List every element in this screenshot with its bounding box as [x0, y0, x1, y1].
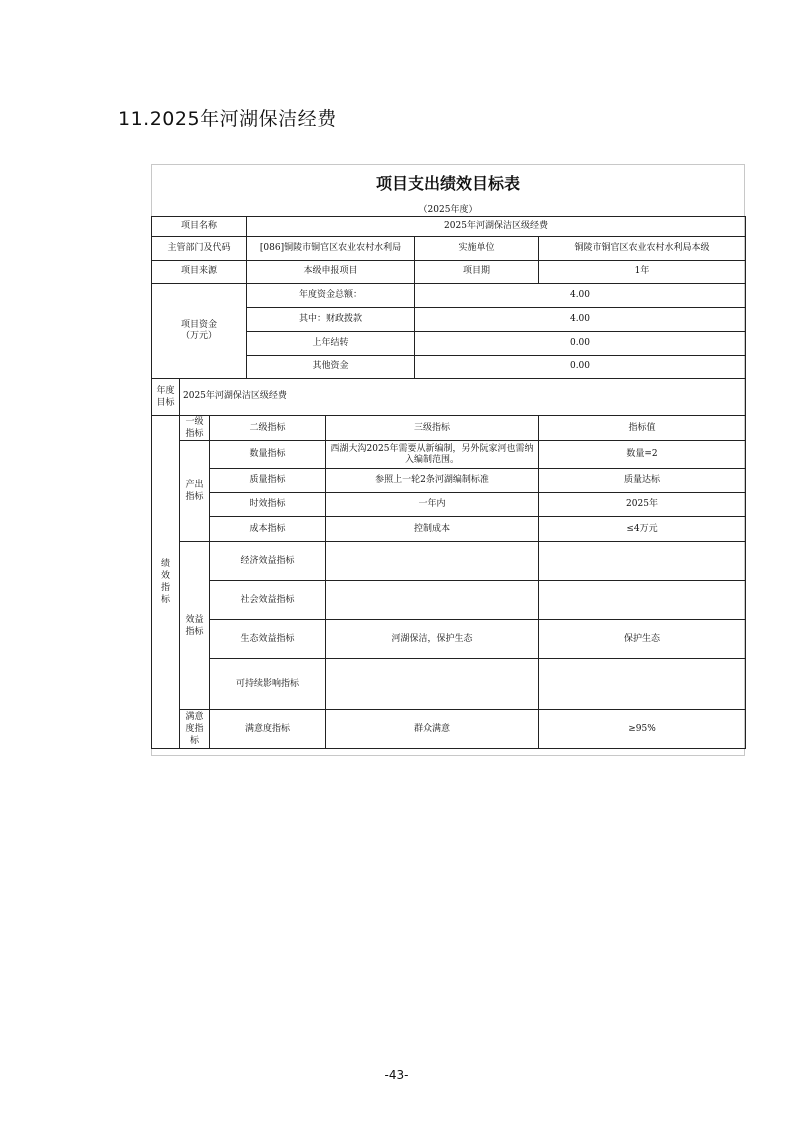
satisfaction-label: 满意度指标 [180, 710, 210, 749]
table-row [152, 416, 746, 441]
indicator-value: ≥95% [539, 710, 746, 749]
table-row [152, 217, 746, 237]
source-label: 项目来源 [152, 261, 247, 284]
funds-row-value: 4.00 [415, 284, 746, 308]
funds-row-label: 其他资金 [247, 356, 415, 379]
indicator-l3: 参照上一轮2条河湖编制标准 [326, 469, 539, 493]
table-row [152, 493, 746, 517]
benefit-label: 效益指标 [180, 542, 210, 710]
header-l2: 二级指标 [210, 416, 326, 441]
header-l3: 三级指标 [326, 416, 539, 441]
indicator-l2: 数量指标 [210, 441, 326, 469]
indicator-l3: 西湖大沟2025年需要从新编制，另外阮家河也需纳入编制范围。 [326, 441, 539, 469]
impl-label: 实施单位 [415, 237, 539, 261]
header-l1: 一级指标 [180, 416, 210, 441]
indicator-l2: 可持续影响指标 [210, 659, 326, 710]
indicator-l2: 满意度指标 [210, 710, 326, 749]
table-row [152, 379, 746, 416]
year-label: （2025年度） [418, 205, 478, 215]
project-name-label: 项目名称 [152, 217, 247, 237]
indicator-l3 [326, 659, 539, 710]
table-row [152, 284, 746, 308]
indicator-l3 [326, 581, 539, 620]
table-row [152, 542, 746, 581]
annual-goal-label: 年度目标 [152, 379, 180, 416]
section-heading: 11.2025年河湖保洁经费 [118, 108, 337, 130]
indicator-value: 保护生态 [539, 620, 746, 659]
table-row [152, 469, 746, 493]
indicator-l2: 成本指标 [210, 517, 326, 542]
indicator-value: ≤4万元 [539, 517, 746, 542]
table-row [152, 659, 746, 710]
period-value: 1年 [539, 261, 746, 284]
dept-value: [086]铜陵市铜官区农业农村水利局 [247, 237, 415, 261]
indicator-l3 [326, 542, 539, 581]
indicator-l2: 社会效益指标 [210, 581, 326, 620]
funds-row-value: 0.00 [415, 332, 746, 356]
table-row [152, 237, 746, 261]
indicator-value [539, 659, 746, 710]
indicator-l3: 一年内 [326, 493, 539, 517]
funds-label [152, 284, 247, 379]
performance-table [151, 216, 746, 749]
header-value: 指标值 [539, 416, 746, 441]
table-row [152, 441, 746, 469]
funds-label-line2: （万元） [180, 331, 217, 341]
table-row [152, 261, 746, 284]
funds-row-value: 0.00 [415, 356, 746, 379]
impl-value: 铜陵市铜官区农业农村水利局本级 [539, 237, 746, 261]
indicator-value [539, 581, 746, 620]
indicator-value: 质量达标 [539, 469, 746, 493]
table-row [152, 620, 746, 659]
annual-goal-text: 2025年河湖保洁区级经费 [180, 379, 746, 416]
table-title: 项目支出绩效目标表 [375, 174, 520, 193]
funds-row-label: 上年结转 [247, 332, 415, 356]
indicator-l3: 群众满意 [326, 710, 539, 749]
table-row [152, 710, 746, 749]
indicator-l3: 控制成本 [326, 517, 539, 542]
indicator-l2: 生态效益指标 [210, 620, 326, 659]
page-number: -43- [384, 1068, 409, 1082]
indicator-l3: 河湖保洁，保护生态 [326, 620, 539, 659]
project-name-value: 2025年河湖保洁区级经费 [247, 217, 746, 237]
output-label: 产出指标 [180, 441, 210, 542]
dept-label: 主管部门及代码 [152, 237, 247, 261]
funds-label-line1: 项目资金 [180, 319, 217, 330]
source-value: 本级申报项目 [247, 261, 415, 284]
indicator-value: 2025年 [539, 493, 746, 517]
indicator-l2: 质量指标 [210, 469, 326, 493]
funds-row-label: 其中：财政拨款 [247, 308, 415, 332]
indicator-l2: 经济效益指标 [210, 542, 326, 581]
indicator-l2: 时效指标 [210, 493, 326, 517]
table-row [152, 517, 746, 542]
funds-row-value: 4.00 [415, 308, 746, 332]
indicator-value [539, 542, 746, 581]
funds-row-label: 年度资金总额： [247, 284, 415, 308]
indicator-value: 数量=2 [539, 441, 746, 469]
indicators-section-label: 绩效指标 [152, 416, 180, 749]
period-label: 项目期 [415, 261, 539, 284]
table-row [152, 581, 746, 620]
